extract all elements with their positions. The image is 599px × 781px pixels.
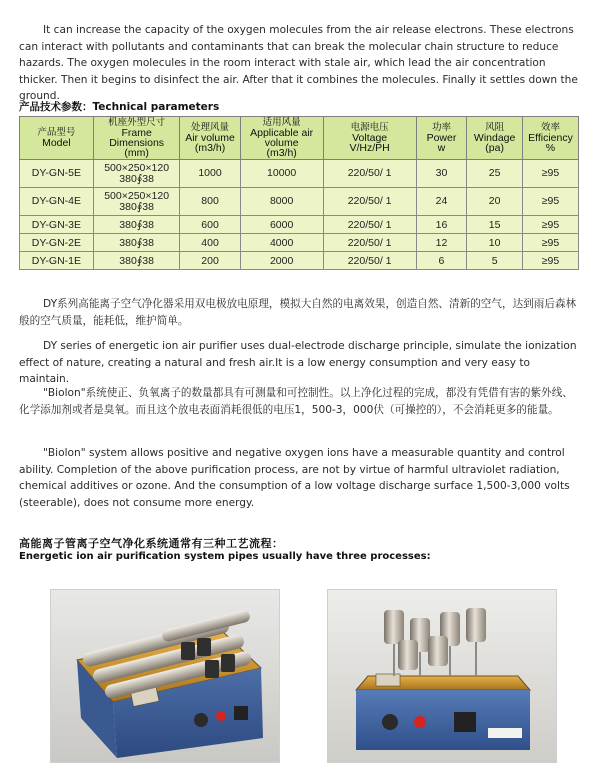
- en-paragraph-2: "Biolon" system allows positive and negative oxygen ions have a measurable quantity and control ability. Completion of the above purification process, are not by virtue of harmful ultraviolet radiation, chemical additives or ozone. And the consumption of a low voltage discharge surface 1,500-3,000 volts (steerable), does not consume more energy.: [19, 447, 570, 509]
- cell-efficiency: ≥95: [522, 188, 578, 216]
- photo-short-tube-purifier: [327, 589, 557, 763]
- cell-efficiency: ≥95: [522, 216, 578, 234]
- cn-paragraph-2: "Biolon"系统使正、负氧离子的数量都具有可测量和可控制性。以上净化过程的完成，都没有凭借有害的紫外线、化学添加剂或者是臭氧。而且这个放电表面消耗很低的电压1，500-3，000伏（可操控的），不会消耗更多的能量。: [19, 387, 573, 416]
- table-row: [20, 252, 579, 270]
- cell-applicable: 8000: [240, 188, 323, 216]
- cell-windage: 20: [467, 188, 523, 216]
- cell-windage: 5: [467, 252, 523, 270]
- cell-windage: 15: [467, 216, 523, 234]
- cell-voltage: 220/50/ 1: [323, 216, 416, 234]
- photo-long-tube-purifier: [50, 589, 280, 763]
- cell-air-volume: 1000: [180, 160, 240, 188]
- cell-model: DY-GN-4E: [20, 188, 94, 216]
- cell-power: 12: [416, 234, 467, 252]
- cell-power: 30: [416, 160, 467, 188]
- cell-efficiency: ≥95: [522, 252, 578, 270]
- header-power: 功率 Power w: [416, 117, 467, 160]
- cell-voltage: 220/50/ 1: [323, 160, 416, 188]
- cell-dimensions: 380∮38: [93, 234, 180, 252]
- cell-dimensions: 380∮38: [93, 216, 180, 234]
- process-heading-cn: 高能离子管离子空气净化系统通常有三种工艺流程：: [19, 537, 284, 550]
- header-applicable-air-volume: 适用风量 Applicable air volume (m3/h): [240, 117, 323, 160]
- cell-windage: 10: [467, 234, 523, 252]
- tech-params-heading: 产品技术参数：Technical parameters: [19, 101, 220, 113]
- table-row: [20, 188, 579, 216]
- cell-dimensions: 380∮38: [93, 252, 180, 270]
- cell-windage: 25: [467, 160, 523, 188]
- cell-applicable: 4000: [240, 234, 323, 252]
- cell-power: 16: [416, 216, 467, 234]
- intro-paragraph: It can increase the capacity of the oxygen molecules from the air release electrons. These electrons can interact with pollutants and contaminants that can break the molecular chain structure to reduce hazards. The oxygen molecules in the room interact with stale air, which lead the air concentration thicker. Then it begins to disinfect the air. After that it combines the molecules. Finally it settles down the ground.: [19, 24, 578, 102]
- cell-applicable: 2000: [240, 252, 323, 270]
- cell-applicable: 6000: [240, 216, 323, 234]
- cell-air-volume: 600: [180, 216, 240, 234]
- header-air-volume: 处理风量 Air volume (m3/h): [180, 117, 240, 160]
- spec-table-header: [20, 117, 579, 160]
- cell-air-volume: 400: [180, 234, 240, 252]
- table-row: [20, 160, 579, 188]
- cell-air-volume: 200: [180, 252, 240, 270]
- cell-power: 24: [416, 188, 467, 216]
- cell-voltage: 220/50/ 1: [323, 188, 416, 216]
- cell-dimensions: 500×250×120 380∮38: [93, 160, 180, 188]
- cell-applicable: 10000: [240, 160, 323, 188]
- table-row: [20, 216, 579, 234]
- cell-model: DY-GN-1E: [20, 252, 94, 270]
- header-voltage: 电源电压 Voltage V/Hz/PH: [323, 117, 416, 160]
- header-efficiency: 效率 Efficiency %: [522, 117, 578, 160]
- header-frame-dimensions: 机座外型尺寸 Frame Dimensions (mm): [93, 117, 180, 160]
- spec-table: [19, 116, 579, 270]
- process-heading-en: Energetic ion air purification system pipes usually have three processes:: [19, 551, 431, 562]
- header-windage: 风阻 Windage (pa): [467, 117, 523, 160]
- cell-model: DY-GN-5E: [20, 160, 94, 188]
- cell-voltage: 220/50/ 1: [323, 252, 416, 270]
- table-row: [20, 234, 579, 252]
- en-paragraph-1: DY series of energetic ion air purifier uses dual-electrode discharge principle, simulate the ionization effect of nature, creating a natural and fresh air.It is a low energy consumption and very easy to maintain.: [19, 340, 577, 385]
- cell-efficiency: ≥95: [522, 160, 578, 188]
- cell-power: 6: [416, 252, 467, 270]
- cell-air-volume: 800: [180, 188, 240, 216]
- cell-efficiency: ≥95: [522, 234, 578, 252]
- cell-voltage: 220/50/ 1: [323, 234, 416, 252]
- cn-paragraph-1: DY系列高能离子空气净化器采用双电极放电原理，模拟大自然的电离效果，创造自然、清新的空气，达到雨后森林般的空气质量，能耗低，维护简单。: [19, 298, 577, 327]
- cell-model: DY-GN-3E: [20, 216, 94, 234]
- cell-dimensions: 500×250×120 380∮38: [93, 188, 180, 216]
- cell-model: DY-GN-2E: [20, 234, 94, 252]
- header-model: 产品型号 Model: [20, 117, 94, 160]
